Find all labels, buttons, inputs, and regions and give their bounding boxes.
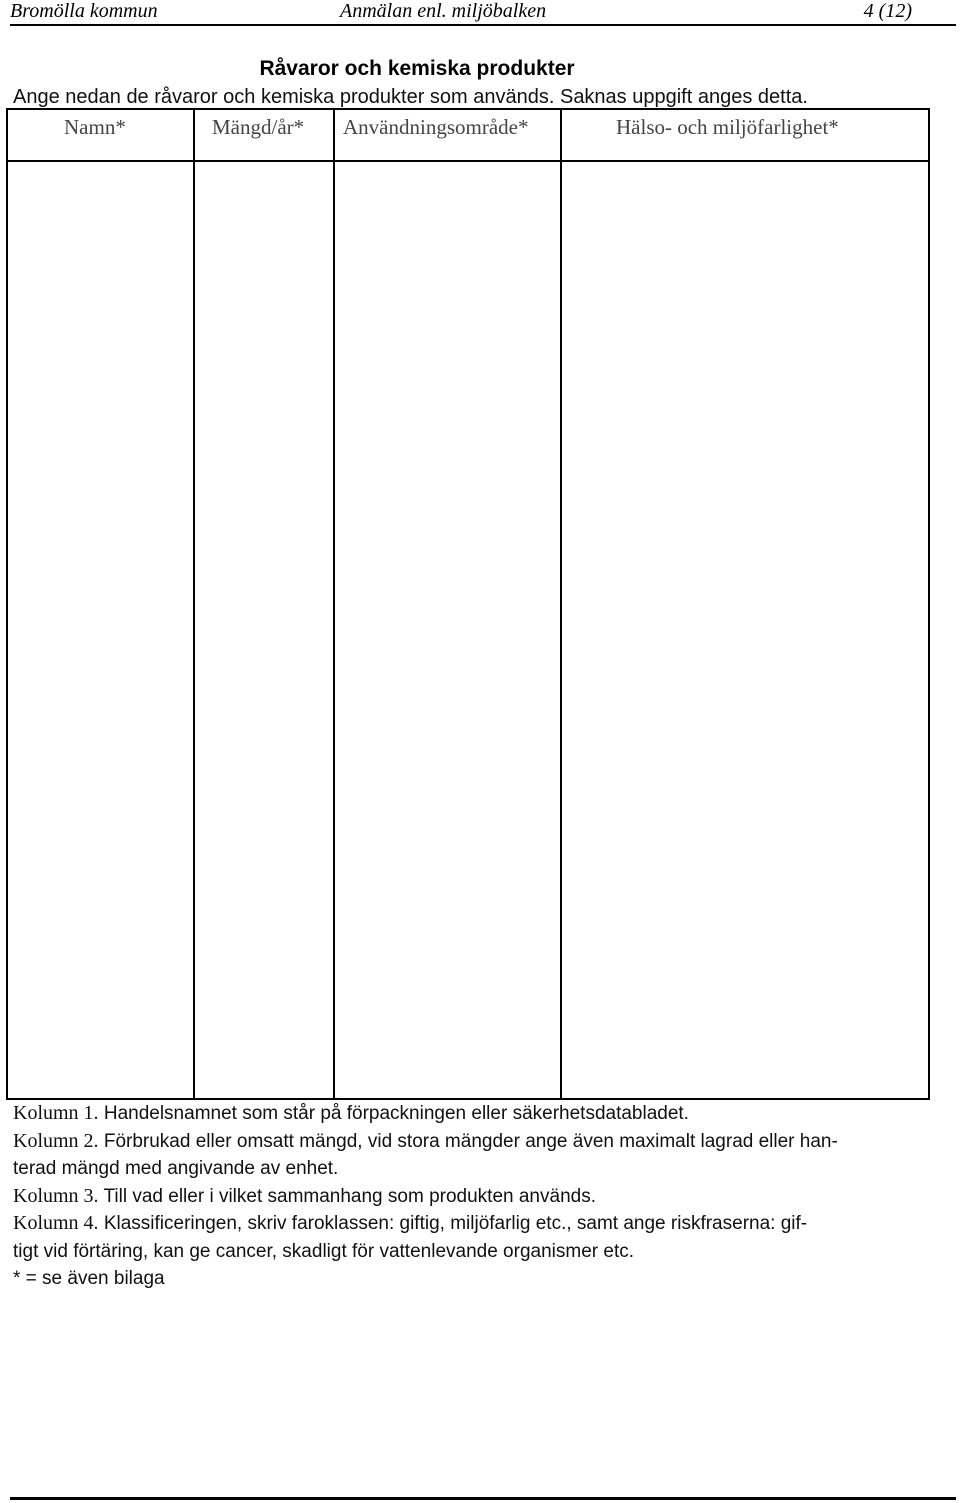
column-header-hazard: Hälso- och miljöfarlighet* [616,115,839,139]
note-column-2: Kolumn 2. Förbrukad eller omsatt mängd, vid stora mängder ange även maximalt lagrad eller han- [13,1129,838,1152]
note-column-1: Kolumn 1. Handelsnamnet som står på förpackningen eller säkerhetsdatabladet. [13,1102,689,1124]
note-column-4-continued: tigt vid förtäring, kan ge cancer, skadligt för vattenlevande organismer etc. [13,1240,634,1262]
section-intro: Ange nedan de råvaror och kemiska produkter som används. Saknas uppgift anges detta. [13,86,808,108]
table-top-border [6,108,930,110]
cell-quantity-input[interactable] [195,162,333,1098]
page-header [10,0,956,26]
note-column-4: Kolumn 4. Klassificeringen, skriv faroklassen: giftig, miljöfarlig etc., samt ange riskfraserna: gif- [13,1212,808,1234]
column-notes [13,1100,948,1293]
note-column-2-continued: terad mängd med angivande av enhet. [13,1158,339,1179]
cell-usage-input[interactable] [335,162,560,1098]
header-document-title: Anmälan enl. miljöbalken [340,0,547,22]
table-right-border [928,108,930,1100]
column-header-quantity: Mängd/år* [212,115,305,139]
footer-rule [10,1497,956,1500]
header-municipality: Bromölla kommun [10,0,158,22]
note-column-3: Kolumn 3. Till vad eller i vilket sammanhang som produkten används. [13,1184,596,1207]
column-header-usage: Användningsområde* [343,115,529,139]
header-page-number: 4 (12) [863,0,912,22]
cell-name-input[interactable] [8,162,193,1098]
footnote: * = se även bilaga [13,1268,165,1289]
column-header-name: Namn* [64,115,126,139]
cell-hazard-input[interactable] [562,162,928,1098]
section-title: Råvaror och kemiska produkter [259,57,575,80]
